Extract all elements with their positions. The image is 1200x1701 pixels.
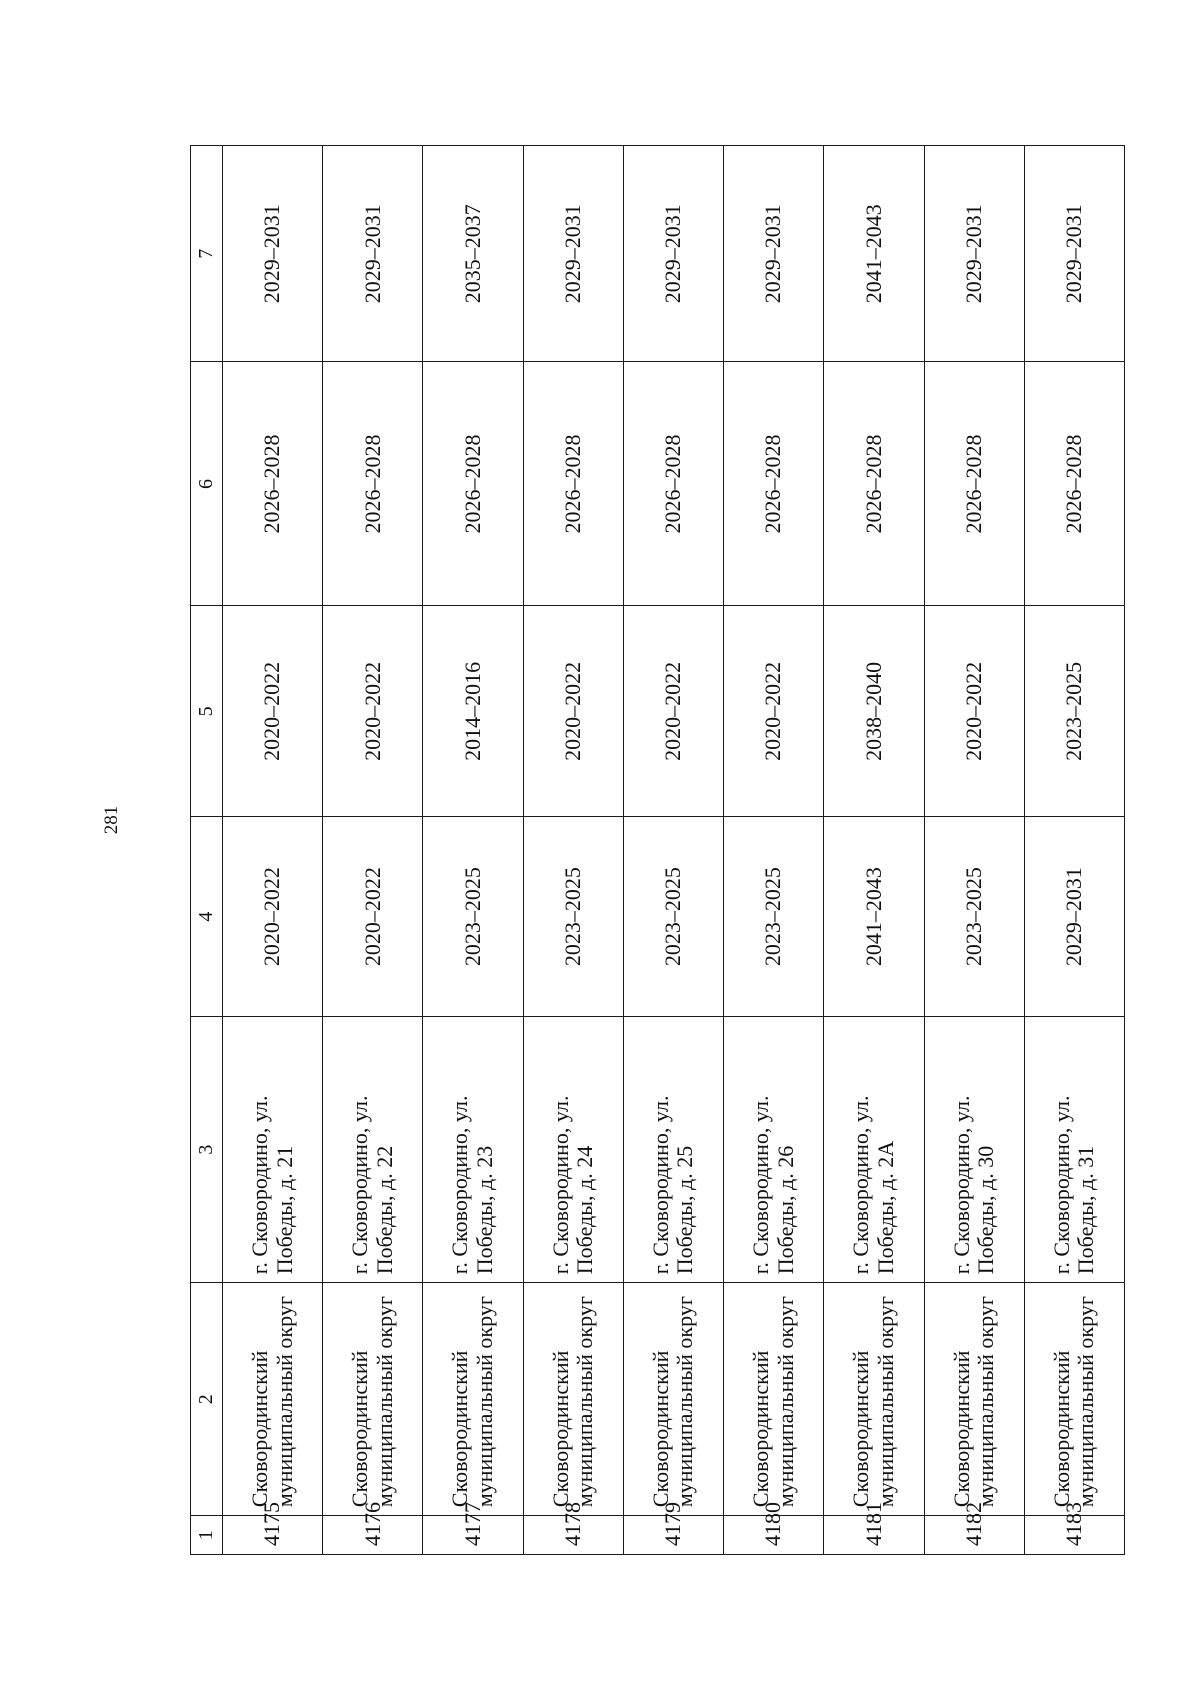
row-region: Сковородинский муниципальный округ — [824, 1283, 924, 1516]
table-row — [724, 146, 824, 1555]
row-region: Сковородинский муниципальный округ — [1024, 1283, 1124, 1516]
row-region: Сковородинский муниципальный округ — [924, 1283, 1024, 1516]
row-id: 4176 — [323, 1516, 423, 1555]
row-col7: 2029–2031 — [323, 146, 423, 362]
column-header-3: 3 — [191, 1016, 223, 1282]
row-col7: 2029–2031 — [724, 146, 824, 362]
row-address: г. Сковородино, ул. Победы, д. 26 — [724, 1016, 824, 1282]
row-address: г. Сковородино, ул. Победы, д. 21 — [223, 1016, 323, 1282]
table-row — [423, 146, 523, 1555]
row-col6: 2026–2028 — [924, 362, 1024, 606]
row-col4: 2023–2025 — [924, 817, 1024, 1017]
row-col4: 2041–2043 — [824, 817, 924, 1017]
row-address: г. Сковородино, ул. Победы, д. 31 — [1024, 1016, 1124, 1282]
row-id: 4182 — [924, 1516, 1024, 1555]
table-row — [323, 146, 423, 1555]
row-col4: 2020–2022 — [323, 817, 423, 1017]
row-col5: 2038–2040 — [824, 606, 924, 817]
row-address: г. Сковородино, ул. Победы, д. 30 — [924, 1016, 1024, 1282]
row-region: Сковородинский муниципальный округ — [724, 1283, 824, 1516]
table-row — [824, 146, 924, 1555]
row-col5: 2020–2022 — [623, 606, 723, 817]
table-row — [223, 146, 323, 1555]
column-header-2: 2 — [191, 1283, 223, 1516]
table-row — [523, 146, 623, 1555]
row-col7: 2035–2037 — [423, 146, 523, 362]
row-id: 4179 — [623, 1516, 723, 1555]
column-header-5: 5 — [191, 606, 223, 817]
row-col7: 2029–2031 — [523, 146, 623, 362]
column-header-1: 1 — [191, 1516, 223, 1555]
registry-table-wrapper — [190, 145, 1125, 1555]
row-col6: 2026–2028 — [523, 362, 623, 606]
row-col7: 2029–2031 — [924, 146, 1024, 362]
row-col6: 2026–2028 — [824, 362, 924, 606]
row-col5: 2020–2022 — [924, 606, 1024, 817]
row-col4: 2029–2031 — [1024, 817, 1124, 1017]
column-header-7: 7 — [191, 146, 223, 362]
table-header-row — [191, 146, 223, 1555]
row-id: 4175 — [223, 1516, 323, 1555]
row-region: Сковородинский муниципальный округ — [223, 1283, 323, 1516]
row-col4: 2023–2025 — [623, 817, 723, 1017]
row-region: Сковородинский муниципальный округ — [423, 1283, 523, 1516]
page-number: 281 — [101, 805, 122, 835]
row-col7: 2029–2031 — [623, 146, 723, 362]
row-col4: 2020–2022 — [223, 817, 323, 1017]
registry-table — [190, 145, 1125, 1555]
row-address: г. Сковородино, ул. Победы, д. 23 — [423, 1016, 523, 1282]
row-col7: 2041–2043 — [824, 146, 924, 362]
row-id: 4183 — [1024, 1516, 1124, 1555]
row-address: г. Сковородино, ул. Победы, д. 24 — [523, 1016, 623, 1282]
row-col7: 2029–2031 — [1024, 146, 1124, 362]
table-row — [1024, 146, 1124, 1555]
row-address: г. Сковородино, ул. Победы, д. 25 — [623, 1016, 723, 1282]
row-col5: 2020–2022 — [323, 606, 423, 817]
row-col5: 2023–2025 — [1024, 606, 1124, 817]
row-id: 4178 — [523, 1516, 623, 1555]
row-col5: 2020–2022 — [223, 606, 323, 817]
row-col6: 2026–2028 — [1024, 362, 1124, 606]
row-col6: 2026–2028 — [423, 362, 523, 606]
column-header-4: 4 — [191, 817, 223, 1017]
row-id: 4177 — [423, 1516, 523, 1555]
row-col4: 2023–2025 — [724, 817, 824, 1017]
row-col6: 2026–2028 — [223, 362, 323, 606]
row-col7: 2029–2031 — [223, 146, 323, 362]
row-id: 4180 — [724, 1516, 824, 1555]
row-region: Сковородинский муниципальный округ — [323, 1283, 423, 1516]
row-id: 4181 — [824, 1516, 924, 1555]
row-col4: 2023–2025 — [523, 817, 623, 1017]
row-col5: 2020–2022 — [523, 606, 623, 817]
column-header-6: 6 — [191, 362, 223, 606]
row-col5: 2014–2016 — [423, 606, 523, 817]
row-col4: 2023–2025 — [423, 817, 523, 1017]
table-row — [623, 146, 723, 1555]
row-address: г. Сковородино, ул. Победы, д. 22 — [323, 1016, 423, 1282]
table-row — [924, 146, 1024, 1555]
row-address: г. Сковородино, ул. Победы, д. 2А — [824, 1016, 924, 1282]
row-region: Сковородинский муниципальный округ — [523, 1283, 623, 1516]
row-col5: 2020–2022 — [724, 606, 824, 817]
row-col6: 2026–2028 — [323, 362, 423, 606]
row-col6: 2026–2028 — [623, 362, 723, 606]
row-region: Сковородинский муниципальный округ — [623, 1283, 723, 1516]
row-col6: 2026–2028 — [724, 362, 824, 606]
